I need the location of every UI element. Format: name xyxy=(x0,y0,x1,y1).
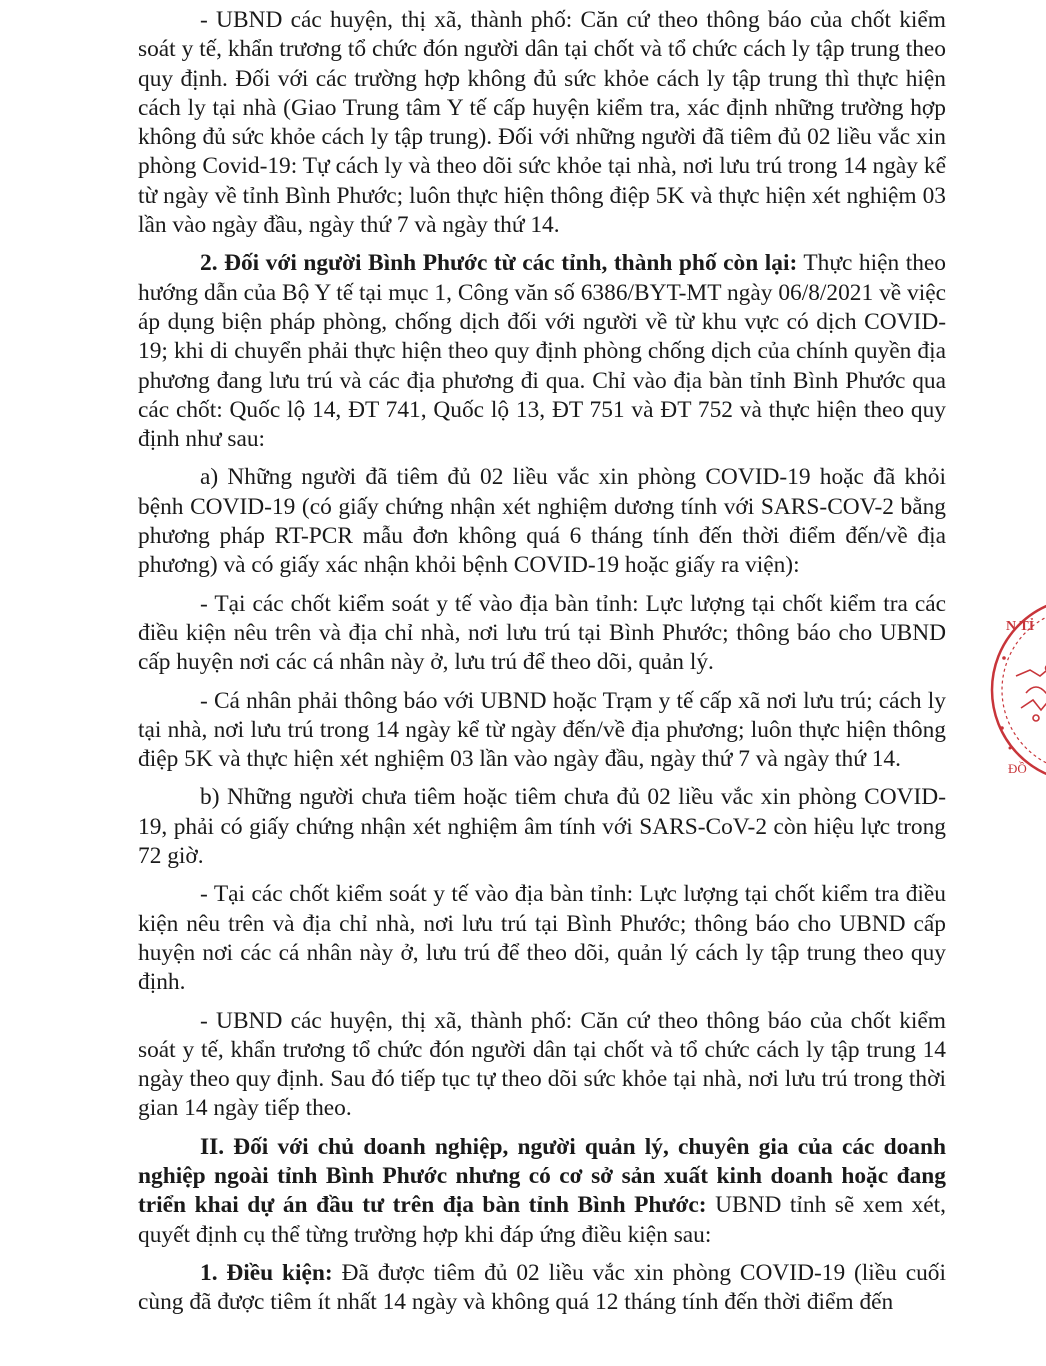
paragraph-7-text: - Tại các chốt kiểm soát y tế vào địa bàn tỉnh: Lực lượng tại chốt kiểm tra điều kiện nêu trên và địa chỉ nhà, nơi lưu trú tại Bình Phước; thông báo cho UBND cấp huyện nơi các cá nhân này ở, lưu trú để theo dõi, quản lý cách ly tập trung theo quy định. xyxy=(138,881,946,996)
paragraph-8 xyxy=(138,1007,946,1124)
paragraph-4 xyxy=(138,590,946,678)
paragraph-9-text: UBND tỉnh sẽ xem xét, quyết định cụ thể từng trường hợp khi đáp ứng điều kiện sau: xyxy=(138,1192,946,1248)
paragraph-10-text: Đã được tiêm đủ 02 liều vắc xin phòng COVID-19 (liều cuối cùng đã được tiêm ít nhất 14 ngày và không quá 12 tháng tính đến thời điểm đến xyxy=(138,1259,946,1316)
paragraph-3-text: a) Những người đã tiêm đủ 02 liều vắc xin phòng COVID-19 hoặc đã khỏi bệnh COVID-19 (có giấy chứng nhận xét nghiệm dương tính với SARS-COV-2 bằng phương pháp RT-PCR mẫu đơn không quá 6 tháng tính đến thời điểm đến/về địa phương) và có giấy xác nhận khỏi bệnh COVID-19 hoặc giấy ra viện): xyxy=(138,464,946,579)
paragraph-1 xyxy=(138,6,946,240)
paragraph-1-text: - UBND các huyện, thị xã, thành phố: Căn cứ theo thông báo của chốt kiểm soát y tế, khẩn trương tổ chức đón người dân tại chốt và tổ chức cách ly tập trung theo quy định. Đối với các trường hợp không đủ sức khỏe cách ly tập trung thì thực hiện cách ly tại nhà (Giao Trung tâm Y tế cấp huyện kiểm tra, xác định những trường hợp không đủ sức khỏe cách ly tập trung). Đối với những người đã tiêm đủ 02 liều vắc xin phòng Covid-19: Tự cách ly và theo dõi sức khỏe tại nhà, nơi lưu trú trong 14 ngày kể từ ngày về tỉnh Bình Phước; luôn thực hiện thông điệp 5K và thực hiện xét nghiệm 03 lần vào ngày đầu, ngày thứ 7 và ngày thứ 14. xyxy=(138,7,946,239)
paragraph-9-heading: II. Đối với chủ doanh nghiệp, người quản lý, chuyên gia của các doanh nghiệp ngoài tỉnh Bình Phước nhưng có cơ sở sản xuất kinh doanh hoặc đang triển khai dự án đầu tư trên địa bàn tỉnh Bình Phước: xyxy=(138,1133,946,1219)
seal-center-emblem xyxy=(1016,666,1046,722)
paragraph-2-text: Thực hiện theo hướng dẫn của Bộ Y tế tại mục 1, Công văn số 6386/BYT-MT ngày 06/8/2021 về việc áp dụng biện pháp phòng, chống dịch đối với người về từ khu vực có dịch COVID-19; khi di chuyển phải thực hiện theo quy định phòng chống dịch của chính quyền địa phương đang lưu trú và các địa phương đi qua. Chỉ vào địa bàn tỉnh Bình Phước qua các chốt: Quốc lộ 14, ĐT 741, Quốc lộ 13, ĐT 751 và ĐT 752 và thực hiện theo quy định như sau: xyxy=(138,250,946,453)
seal-text-bottom: ĐỒ xyxy=(1008,761,1027,776)
paragraph-5-text: - Cá nhân phải thông báo với UBND hoặc Trạm y tế cấp xã nơi lưu trú; cách ly tại nhà, nơi lưu trú trong 14 ngày kể từ ngày đến/về địa phương; luôn thực hiện thông điệp 5K và thực hiện xét nghiệm 03 lần vào ngày đầu, ngày thứ 7 và ngày thứ 14. xyxy=(138,687,946,773)
seal-text-top: N TỈ xyxy=(1006,619,1035,634)
paragraph-10-heading: 1. Điều kiện: xyxy=(200,1259,333,1286)
paragraph-7 xyxy=(138,880,946,997)
red-seal-stamp-fragment xyxy=(986,598,1046,798)
paragraph-2 xyxy=(138,249,946,454)
paragraph-4-text: - Tại các chốt kiểm soát y tế vào địa bàn tỉnh: Lực lượng tại chốt kiểm tra các điều kiện nêu trên và địa chỉ nhà, nơi lưu trú tại Bình Phước; thông báo cho UBND cấp huyện nơi các cá nhân này ở, lưu trú để theo dõi, quản lý. xyxy=(138,590,946,676)
paragraph-8-text: - UBND các huyện, thị xã, thành phố: Căn cứ theo thông báo của chốt kiểm soát y tế, khẩn trương tổ chức đón người dân tại chốt và tổ chức cách ly tập trung 14 ngày theo quy định. Sau đó tiếp tục tự theo dõi sức khỏe tại nhà, nơi lưu trú trong thời gian 14 ngày tiếp theo. xyxy=(138,1007,946,1122)
paragraph-6 xyxy=(138,783,946,871)
paragraph-9 xyxy=(138,1133,946,1250)
document-body xyxy=(138,6,946,1317)
paragraph-3 xyxy=(138,463,946,580)
seal-star-dots xyxy=(1000,656,1011,749)
paragraph-6-text: b) Những người chưa tiêm hoặc tiêm chưa đủ 02 liều vắc xin phòng COVID-19, phải có giấy chứng nhận xét nghiệm âm tính với SARS-CoV-2 còn hiệu lực trong 72 giờ. xyxy=(138,784,946,870)
paragraph-5 xyxy=(138,687,946,775)
paragraph-10 xyxy=(138,1259,946,1318)
paragraph-2-heading: 2. Đối với người Bình Phước từ các tỉnh, thành phố còn lại: xyxy=(200,250,798,277)
